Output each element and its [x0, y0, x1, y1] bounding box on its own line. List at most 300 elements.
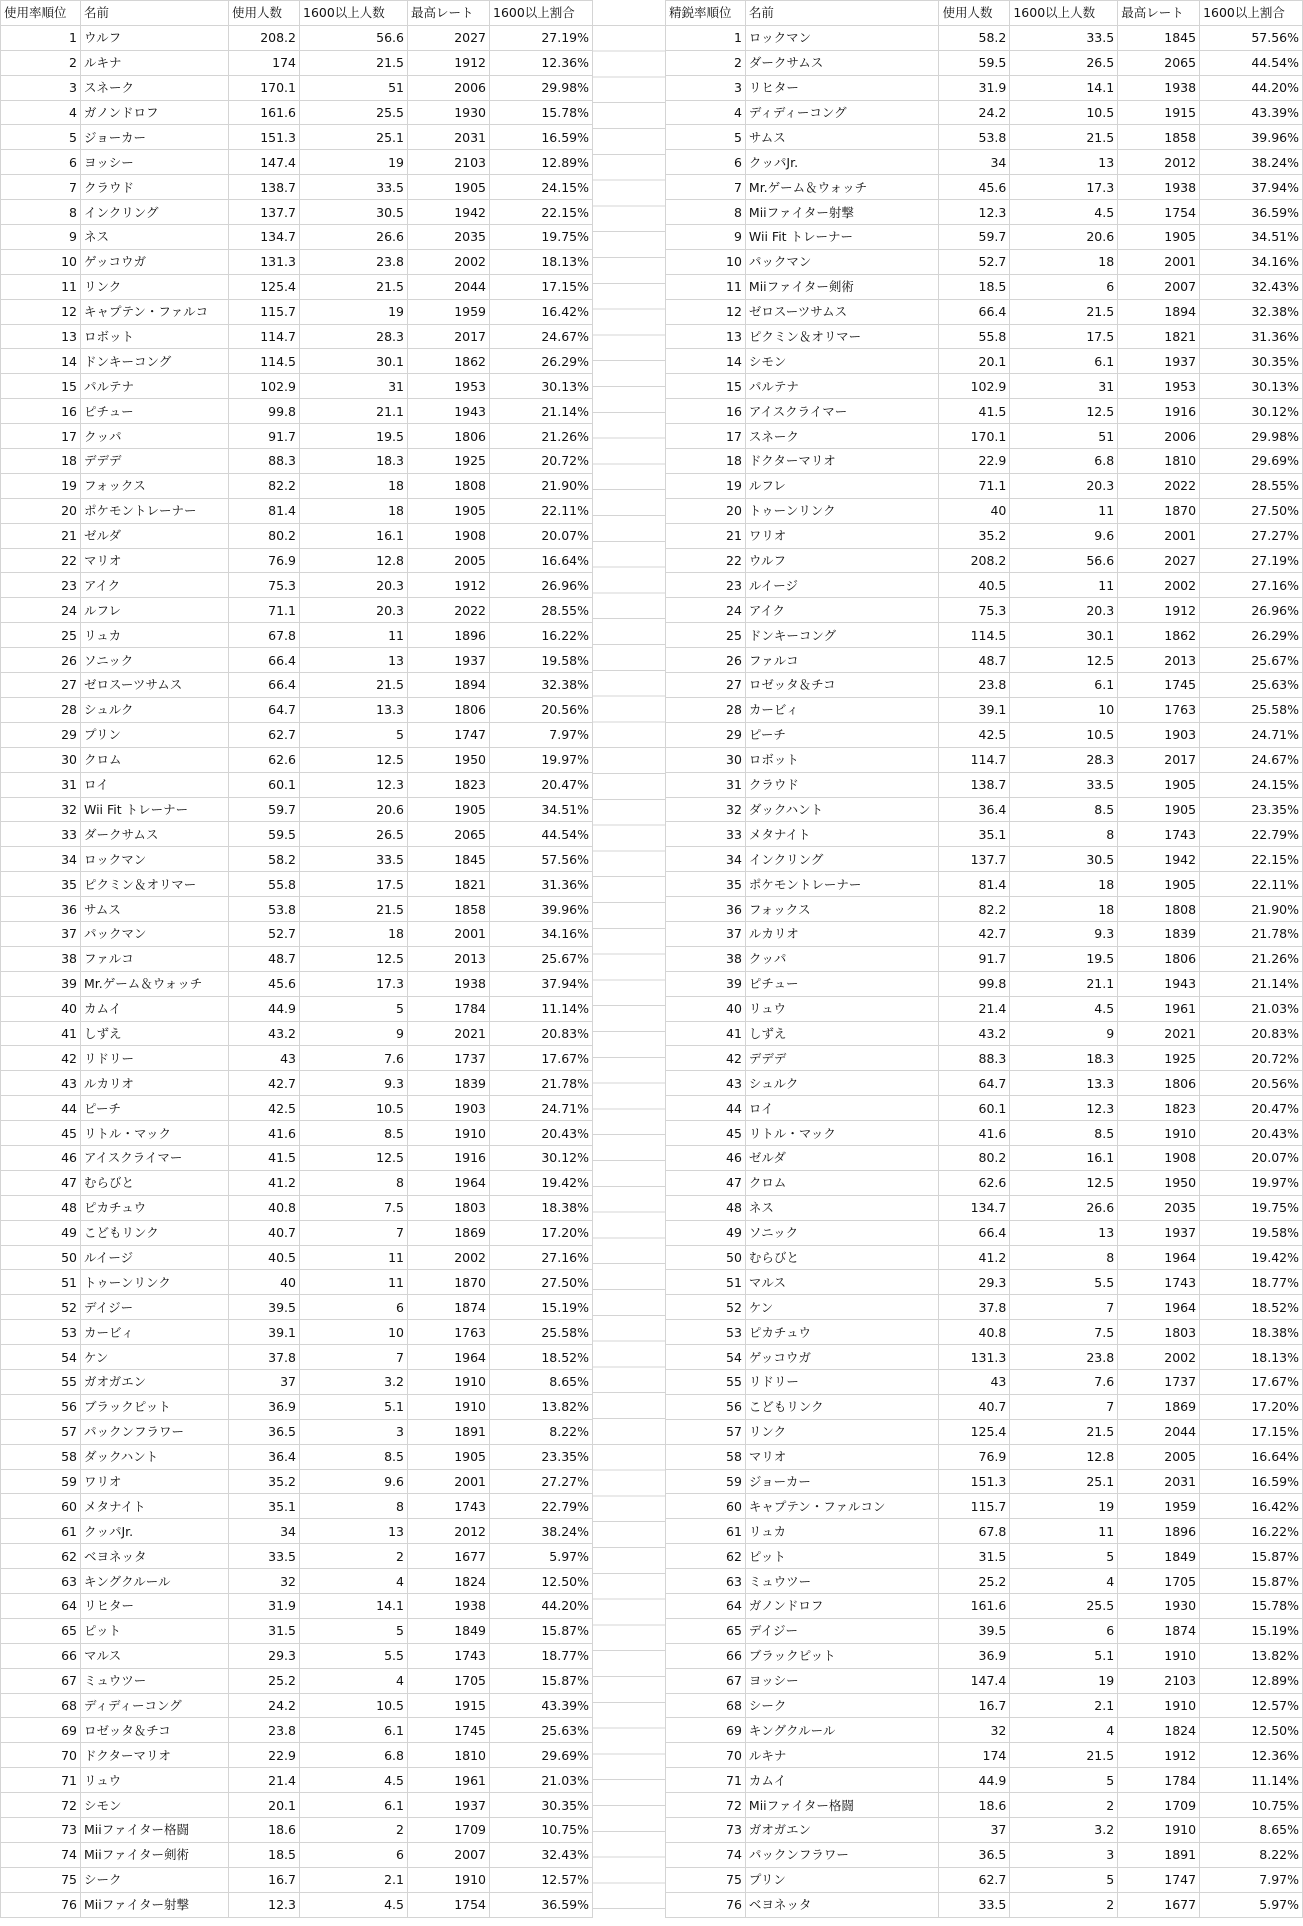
value-cell[interactable]: 1916	[1118, 399, 1200, 424]
name-cell[interactable]: カムイ	[745, 1768, 939, 1793]
name-cell[interactable]: プリン	[81, 722, 229, 747]
value-cell[interactable]: 7	[666, 175, 746, 200]
value-cell[interactable]: 66.4	[229, 648, 300, 673]
name-cell[interactable]: トゥーンリンク	[81, 1270, 229, 1295]
value-cell[interactable]: 20.07%	[1200, 1145, 1303, 1170]
value-cell[interactable]: 21.1	[1010, 971, 1118, 996]
name-cell[interactable]: ロイ	[81, 772, 229, 797]
value-cell[interactable]: 2005	[408, 548, 490, 573]
value-cell[interactable]: 51	[1010, 424, 1118, 449]
value-cell[interactable]: 19.42%	[1200, 1245, 1303, 1270]
value-cell[interactable]: 1937	[1118, 1220, 1200, 1245]
value-cell[interactable]: 1905	[408, 797, 490, 822]
value-cell[interactable]: 114.5	[939, 623, 1010, 648]
name-cell[interactable]: パルテナ	[745, 374, 939, 399]
value-cell[interactable]: 2002	[408, 1245, 490, 1270]
value-cell[interactable]: 1905	[1118, 772, 1200, 797]
value-cell[interactable]: 36	[666, 897, 746, 922]
value-cell[interactable]: 5	[1010, 1867, 1118, 1892]
name-cell[interactable]: ゼロスーツサムス	[81, 673, 229, 698]
value-cell[interactable]: 20.56%	[1200, 1071, 1303, 1096]
name-cell[interactable]: ケン	[81, 1345, 229, 1370]
value-cell[interactable]: 14.1	[1010, 75, 1118, 100]
name-cell[interactable]: アイク	[81, 573, 229, 598]
name-cell[interactable]: ポケモントレーナー	[745, 872, 939, 897]
header-cell[interactable]: 名前	[81, 1, 229, 26]
value-cell[interactable]: 5	[300, 996, 408, 1021]
value-cell[interactable]: 62	[666, 1544, 746, 1569]
value-cell[interactable]: 8	[1, 200, 81, 225]
value-cell[interactable]: 22.79%	[490, 1494, 593, 1519]
value-cell[interactable]: 161.6	[229, 100, 300, 125]
value-cell[interactable]: 36.59%	[1200, 200, 1303, 225]
name-cell[interactable]: クッパ	[745, 946, 939, 971]
value-cell[interactable]: 131.3	[229, 249, 300, 274]
value-cell[interactable]: 37	[666, 921, 746, 946]
name-cell[interactable]: ドンキーコング	[81, 349, 229, 374]
name-cell[interactable]: ロックマン	[81, 847, 229, 872]
value-cell[interactable]: 11	[1010, 1519, 1118, 1544]
name-cell[interactable]: サムス	[745, 125, 939, 150]
value-cell[interactable]: 21.5	[1010, 299, 1118, 324]
name-cell[interactable]: マルス	[745, 1270, 939, 1295]
value-cell[interactable]: 1912	[408, 573, 490, 598]
value-cell[interactable]: 151.3	[939, 1469, 1010, 1494]
value-cell[interactable]: 43.39%	[1200, 100, 1303, 125]
value-cell[interactable]: 53	[666, 1320, 746, 1345]
value-cell[interactable]: 2013	[1118, 648, 1200, 673]
value-cell[interactable]: 2001	[1118, 523, 1200, 548]
value-cell[interactable]: 37	[229, 1369, 300, 1394]
value-cell[interactable]: 25.1	[1010, 1469, 1118, 1494]
value-cell[interactable]: 19	[1010, 1668, 1118, 1693]
value-cell[interactable]: 1964	[408, 1170, 490, 1195]
name-cell[interactable]: アイク	[745, 598, 939, 623]
name-cell[interactable]: ダックハント	[745, 797, 939, 822]
value-cell[interactable]: 161.6	[939, 1594, 1010, 1619]
name-cell[interactable]: ガオガエン	[81, 1369, 229, 1394]
name-cell[interactable]: リトル・マック	[81, 1121, 229, 1146]
header-cell[interactable]: 使用人数	[229, 1, 300, 26]
value-cell[interactable]: 25.58%	[1200, 697, 1303, 722]
value-cell[interactable]: 5	[1010, 1544, 1118, 1569]
value-cell[interactable]: 12.5	[1010, 399, 1118, 424]
value-cell[interactable]: 20.56%	[490, 697, 593, 722]
value-cell[interactable]: 7.5	[300, 1195, 408, 1220]
value-cell[interactable]: 33.5	[1010, 25, 1118, 50]
value-cell[interactable]: 36	[1, 897, 81, 922]
value-cell[interactable]: 1953	[1118, 374, 1200, 399]
value-cell[interactable]: 1803	[1118, 1320, 1200, 1345]
value-cell[interactable]: 80.2	[229, 523, 300, 548]
value-cell[interactable]: 2035	[1118, 1195, 1200, 1220]
value-cell[interactable]: 21.90%	[490, 473, 593, 498]
value-cell[interactable]: 20.72%	[490, 449, 593, 474]
value-cell[interactable]: 11	[300, 1245, 408, 1270]
value-cell[interactable]: 20.6	[1010, 225, 1118, 250]
value-cell[interactable]: 44.9	[939, 1768, 1010, 1793]
value-cell[interactable]: 71.1	[229, 598, 300, 623]
value-cell[interactable]: 24	[1, 598, 81, 623]
value-cell[interactable]: 64.7	[229, 697, 300, 722]
name-cell[interactable]: シーク	[745, 1693, 939, 1718]
value-cell[interactable]: 12.5	[300, 747, 408, 772]
name-cell[interactable]: ルカリオ	[81, 1071, 229, 1096]
name-cell[interactable]: ドクターマリオ	[745, 449, 939, 474]
value-cell[interactable]: 147.4	[229, 150, 300, 175]
name-cell[interactable]: ロイ	[745, 1096, 939, 1121]
header-cell[interactable]: 精鋭率順位	[666, 1, 746, 26]
value-cell[interactable]: 1942	[1118, 847, 1200, 872]
value-cell[interactable]: 2044	[1118, 1419, 1200, 1444]
name-cell[interactable]: ワリオ	[745, 523, 939, 548]
value-cell[interactable]: 13	[1, 324, 81, 349]
name-cell[interactable]: クロム	[81, 747, 229, 772]
value-cell[interactable]: 76	[666, 1892, 746, 1917]
name-cell[interactable]: ロゼッタ＆チコ	[745, 673, 939, 698]
value-cell[interactable]: 20.3	[300, 598, 408, 623]
value-cell[interactable]: 59	[666, 1469, 746, 1494]
value-cell[interactable]: 28.55%	[1200, 473, 1303, 498]
value-cell[interactable]: 19	[1, 473, 81, 498]
value-cell[interactable]: 12.57%	[1200, 1693, 1303, 1718]
value-cell[interactable]: 1905	[1118, 797, 1200, 822]
value-cell[interactable]: 60.1	[229, 772, 300, 797]
value-cell[interactable]: 16.59%	[490, 125, 593, 150]
name-cell[interactable]: パックンフラワー	[81, 1419, 229, 1444]
value-cell[interactable]: 170.1	[939, 424, 1010, 449]
value-cell[interactable]: 19	[1010, 1494, 1118, 1519]
value-cell[interactable]: 22.15%	[490, 200, 593, 225]
value-cell[interactable]: 20.6	[300, 797, 408, 822]
value-cell[interactable]: 12.57%	[490, 1867, 593, 1892]
header-cell[interactable]: 使用人数	[939, 1, 1010, 26]
value-cell[interactable]: 37.94%	[490, 971, 593, 996]
value-cell[interactable]: 1937	[1118, 349, 1200, 374]
value-cell[interactable]: 6.1	[1010, 349, 1118, 374]
value-cell[interactable]: 2027	[408, 25, 490, 50]
value-cell[interactable]: 1915	[408, 1693, 490, 1718]
value-cell[interactable]: 64	[1, 1594, 81, 1619]
name-cell[interactable]: キングクルール	[745, 1718, 939, 1743]
value-cell[interactable]: 40.5	[229, 1245, 300, 1270]
value-cell[interactable]: 24.67%	[490, 324, 593, 349]
name-cell[interactable]: ゲッコウガ	[745, 1345, 939, 1370]
value-cell[interactable]: 12	[666, 299, 746, 324]
value-cell[interactable]: 43.2	[939, 1021, 1010, 1046]
name-cell[interactable]: リンク	[745, 1419, 939, 1444]
value-cell[interactable]: 16.59%	[1200, 1469, 1303, 1494]
name-cell[interactable]: ウルフ	[745, 548, 939, 573]
value-cell[interactable]: 1823	[408, 772, 490, 797]
name-cell[interactable]: しずえ	[745, 1021, 939, 1046]
value-cell[interactable]: 10	[1, 249, 81, 274]
value-cell[interactable]: 18	[1010, 872, 1118, 897]
value-cell[interactable]: 42	[1, 1046, 81, 1071]
value-cell[interactable]: 36.5	[939, 1842, 1010, 1867]
value-cell[interactable]: 1908	[1118, 1145, 1200, 1170]
value-cell[interactable]: 27.50%	[1200, 498, 1303, 523]
value-cell[interactable]: 28.3	[1010, 747, 1118, 772]
value-cell[interactable]: 30.5	[1010, 847, 1118, 872]
name-cell[interactable]: ディディーコング	[745, 100, 939, 125]
value-cell[interactable]: 19.75%	[490, 225, 593, 250]
value-cell[interactable]: 36.5	[229, 1419, 300, 1444]
value-cell[interactable]: 27.16%	[490, 1245, 593, 1270]
value-cell[interactable]: 62	[1, 1544, 81, 1569]
value-cell[interactable]: 19.42%	[490, 1170, 593, 1195]
value-cell[interactable]: 48	[666, 1195, 746, 1220]
name-cell[interactable]: リドリー	[81, 1046, 229, 1071]
value-cell[interactable]: 31	[300, 374, 408, 399]
value-cell[interactable]: 6	[1010, 274, 1118, 299]
value-cell[interactable]: 20.47%	[490, 772, 593, 797]
value-cell[interactable]: 31.5	[229, 1618, 300, 1643]
value-cell[interactable]: 17	[1, 424, 81, 449]
value-cell[interactable]: 12.3	[300, 772, 408, 797]
value-cell[interactable]: 2017	[408, 324, 490, 349]
value-cell[interactable]: 61	[666, 1519, 746, 1544]
name-cell[interactable]: クッパJr.	[745, 150, 939, 175]
value-cell[interactable]: 50	[666, 1245, 746, 1270]
value-cell[interactable]: 15	[1, 374, 81, 399]
value-cell[interactable]: 1709	[408, 1818, 490, 1843]
value-cell[interactable]: 37	[1, 921, 81, 946]
value-cell[interactable]: 1891	[1118, 1842, 1200, 1867]
value-cell[interactable]: 52.7	[939, 249, 1010, 274]
value-cell[interactable]: 72	[1, 1793, 81, 1818]
value-cell[interactable]: 25.5	[1010, 1594, 1118, 1619]
value-cell[interactable]: 1754	[408, 1892, 490, 1917]
value-cell[interactable]: 99.8	[939, 971, 1010, 996]
value-cell[interactable]: 1763	[408, 1320, 490, 1345]
value-cell[interactable]: 11	[300, 1270, 408, 1295]
value-cell[interactable]: 16	[1, 399, 81, 424]
value-cell[interactable]: 11.14%	[1200, 1768, 1303, 1793]
value-cell[interactable]: 69	[666, 1718, 746, 1743]
value-cell[interactable]: 18	[666, 449, 746, 474]
value-cell[interactable]: 49	[1, 1220, 81, 1245]
value-cell[interactable]: 59.7	[229, 797, 300, 822]
value-cell[interactable]: 22	[1, 548, 81, 573]
value-cell[interactable]: 21.03%	[1200, 996, 1303, 1021]
value-cell[interactable]: 115.7	[229, 299, 300, 324]
name-cell[interactable]: リュウ	[81, 1768, 229, 1793]
value-cell[interactable]: 1803	[408, 1195, 490, 1220]
value-cell[interactable]: 27.16%	[1200, 573, 1303, 598]
value-cell[interactable]: 24.67%	[1200, 747, 1303, 772]
value-cell[interactable]: 57	[1, 1419, 81, 1444]
value-cell[interactable]: 27.19%	[1200, 548, 1303, 573]
value-cell[interactable]: 4.5	[1010, 200, 1118, 225]
value-cell[interactable]: 40	[666, 996, 746, 1021]
value-cell[interactable]: 12.5	[1010, 648, 1118, 673]
value-cell[interactable]: 44.20%	[1200, 75, 1303, 100]
value-cell[interactable]: 1	[666, 25, 746, 50]
value-cell[interactable]: 53.8	[229, 897, 300, 922]
value-cell[interactable]: 21.78%	[490, 1071, 593, 1096]
value-cell[interactable]: 54	[1, 1345, 81, 1370]
value-cell[interactable]: 44.54%	[490, 822, 593, 847]
value-cell[interactable]: 41.5	[229, 1145, 300, 1170]
value-cell[interactable]: 9.3	[1010, 921, 1118, 946]
value-cell[interactable]: 208.2	[229, 25, 300, 50]
value-cell[interactable]: 1943	[1118, 971, 1200, 996]
value-cell[interactable]: 3	[1010, 1842, 1118, 1867]
name-cell[interactable]: メタナイト	[81, 1494, 229, 1519]
value-cell[interactable]: 5	[1010, 1768, 1118, 1793]
value-cell[interactable]: 22.9	[939, 449, 1010, 474]
value-cell[interactable]: 28	[666, 697, 746, 722]
value-cell[interactable]: 1905	[1118, 225, 1200, 250]
value-cell[interactable]: 16.64%	[1200, 1444, 1303, 1469]
value-cell[interactable]: 24.71%	[490, 1096, 593, 1121]
value-cell[interactable]: 3.2	[1010, 1818, 1118, 1843]
name-cell[interactable]: ヨッシー	[745, 1668, 939, 1693]
value-cell[interactable]: 1910	[1118, 1693, 1200, 1718]
name-cell[interactable]: こどもリンク	[81, 1220, 229, 1245]
value-cell[interactable]: 114.5	[229, 349, 300, 374]
value-cell[interactable]: 2002	[408, 249, 490, 274]
value-cell[interactable]: 1784	[408, 996, 490, 1021]
name-cell[interactable]: ポケモントレーナー	[81, 498, 229, 523]
value-cell[interactable]: 1942	[408, 200, 490, 225]
value-cell[interactable]: 20	[1, 498, 81, 523]
value-cell[interactable]: 60	[666, 1494, 746, 1519]
name-cell[interactable]: プリン	[745, 1867, 939, 1892]
value-cell[interactable]: 44	[666, 1096, 746, 1121]
value-cell[interactable]: 91.7	[229, 424, 300, 449]
value-cell[interactable]: 134.7	[939, 1195, 1010, 1220]
value-cell[interactable]: 39	[1, 971, 81, 996]
value-cell[interactable]: 20.72%	[1200, 1046, 1303, 1071]
value-cell[interactable]: 18.13%	[490, 249, 593, 274]
value-cell[interactable]: 8	[666, 200, 746, 225]
value-cell[interactable]: 18	[1, 449, 81, 474]
value-cell[interactable]: 29.98%	[490, 75, 593, 100]
value-cell[interactable]: 26.96%	[1200, 598, 1303, 623]
value-cell[interactable]: 66	[1, 1643, 81, 1668]
value-cell[interactable]: 1745	[1118, 673, 1200, 698]
value-cell[interactable]: 19.97%	[490, 747, 593, 772]
value-cell[interactable]: 25.63%	[490, 1718, 593, 1743]
value-cell[interactable]: 6.1	[300, 1718, 408, 1743]
header-cell[interactable]: 最高レート	[1118, 1, 1200, 26]
value-cell[interactable]: 14	[666, 349, 746, 374]
value-cell[interactable]: 24.15%	[490, 175, 593, 200]
name-cell[interactable]: Mr.ゲーム＆ウォッチ	[745, 175, 939, 200]
value-cell[interactable]: 56.6	[300, 25, 408, 50]
value-cell[interactable]: 8.65%	[1200, 1818, 1303, 1843]
header-cell[interactable]: 1600以上人数	[300, 1, 408, 26]
value-cell[interactable]: 17.15%	[1200, 1419, 1303, 1444]
name-cell[interactable]: パックンフラワー	[745, 1842, 939, 1867]
value-cell[interactable]: 58.2	[229, 847, 300, 872]
value-cell[interactable]: 23	[1, 573, 81, 598]
name-cell[interactable]: ソニック	[81, 648, 229, 673]
value-cell[interactable]: 21.5	[300, 274, 408, 299]
value-cell[interactable]: 1930	[408, 100, 490, 125]
value-cell[interactable]: 23.8	[939, 673, 1010, 698]
value-cell[interactable]: 53	[1, 1320, 81, 1345]
value-cell[interactable]: 23.8	[1010, 1345, 1118, 1370]
value-cell[interactable]: 22.11%	[1200, 872, 1303, 897]
value-cell[interactable]: 13.82%	[490, 1394, 593, 1419]
value-cell[interactable]: 1916	[408, 1145, 490, 1170]
value-cell[interactable]: 1862	[1118, 623, 1200, 648]
value-cell[interactable]: 41.2	[939, 1245, 1010, 1270]
value-cell[interactable]: 43	[666, 1071, 746, 1096]
value-cell[interactable]: 17	[666, 424, 746, 449]
value-cell[interactable]: 7.6	[300, 1046, 408, 1071]
value-cell[interactable]: 5.1	[1010, 1643, 1118, 1668]
value-cell[interactable]: 14.1	[300, 1594, 408, 1619]
value-cell[interactable]: 16.7	[229, 1867, 300, 1892]
value-cell[interactable]: 57	[666, 1419, 746, 1444]
value-cell[interactable]: 21.5	[1010, 1743, 1118, 1768]
value-cell[interactable]: 2.1	[300, 1867, 408, 1892]
value-cell[interactable]: 1903	[1118, 722, 1200, 747]
value-cell[interactable]: 68	[666, 1693, 746, 1718]
name-cell[interactable]: Miiファイター格闘	[81, 1818, 229, 1843]
value-cell[interactable]: 41.2	[229, 1170, 300, 1195]
value-cell[interactable]: 32	[939, 1718, 1010, 1743]
value-cell[interactable]: 58	[1, 1444, 81, 1469]
value-cell[interactable]: 2031	[1118, 1469, 1200, 1494]
value-cell[interactable]: 63	[666, 1569, 746, 1594]
value-cell[interactable]: 15	[666, 374, 746, 399]
value-cell[interactable]: 1937	[408, 648, 490, 673]
value-cell[interactable]: 47	[1, 1170, 81, 1195]
name-cell[interactable]: Miiファイター格闘	[745, 1793, 939, 1818]
value-cell[interactable]: 1737	[408, 1046, 490, 1071]
name-cell[interactable]: リトル・マック	[745, 1121, 939, 1146]
value-cell[interactable]: 33.5	[300, 175, 408, 200]
value-cell[interactable]: 44.9	[229, 996, 300, 1021]
value-cell[interactable]: 22.15%	[1200, 847, 1303, 872]
value-cell[interactable]: 75.3	[229, 573, 300, 598]
value-cell[interactable]: 21.03%	[490, 1768, 593, 1793]
value-cell[interactable]: 18.5	[939, 274, 1010, 299]
value-cell[interactable]: 20.1	[939, 349, 1010, 374]
value-cell[interactable]: 43	[1, 1071, 81, 1096]
value-cell[interactable]: 4.5	[300, 1892, 408, 1917]
name-cell[interactable]: キャプテン・ファルコン	[745, 1494, 939, 1519]
value-cell[interactable]: 58.2	[939, 25, 1010, 50]
name-cell[interactable]: トゥーンリンク	[745, 498, 939, 523]
value-cell[interactable]: 2017	[1118, 747, 1200, 772]
value-cell[interactable]: 25	[1, 623, 81, 648]
value-cell[interactable]: 2	[300, 1818, 408, 1843]
value-cell[interactable]: 68	[1, 1693, 81, 1718]
value-cell[interactable]: 25.67%	[490, 946, 593, 971]
value-cell[interactable]: 31	[666, 772, 746, 797]
name-cell[interactable]: ソニック	[745, 1220, 939, 1245]
value-cell[interactable]: 30.1	[1010, 623, 1118, 648]
value-cell[interactable]: 1709	[1118, 1793, 1200, 1818]
value-cell[interactable]: 18	[300, 921, 408, 946]
name-cell[interactable]: むらびと	[745, 1245, 939, 1270]
value-cell[interactable]: 32	[1, 797, 81, 822]
value-cell[interactable]: 21	[1, 523, 81, 548]
value-cell[interactable]: 114.7	[939, 747, 1010, 772]
value-cell[interactable]: 67.8	[229, 623, 300, 648]
value-cell[interactable]: 1908	[408, 523, 490, 548]
value-cell[interactable]: 5.5	[1010, 1270, 1118, 1295]
value-cell[interactable]: 19	[300, 150, 408, 175]
value-cell[interactable]: 1896	[1118, 1519, 1200, 1544]
name-cell[interactable]: ドクターマリオ	[81, 1743, 229, 1768]
